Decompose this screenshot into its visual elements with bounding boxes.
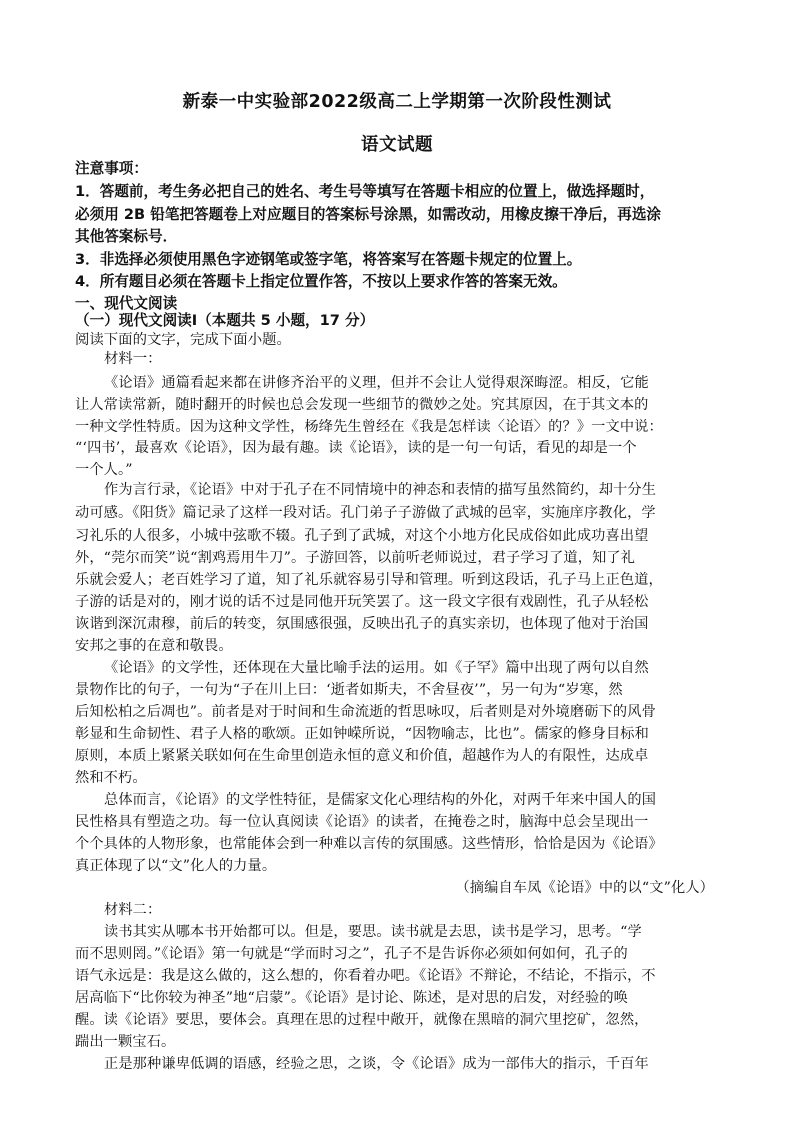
notice-line: 3．非选择必须使用黑色字迹钢笔或签字笔，将答案写在答题卡规定的位置上。 bbox=[75, 251, 582, 268]
material1-line: 习礼乐的人很多，小城中弦歌不辍。孔子到了武城，对这个小地方化民成俗如此成功喜出望 bbox=[75, 528, 649, 544]
material1-line: 乐就会爱人；老百姓学习了道，知了礼乐就容易引导和管理。听到这段话，孔子马上正色道， bbox=[75, 572, 663, 588]
notice-line: 必须用 2B 铅笔把答题卷上对应题目的答案标号涂黑，如需改动，用橡皮擦干净后，再选涂 bbox=[75, 206, 662, 223]
exam-subtitle: 语文试题 bbox=[361, 135, 433, 155]
notice-heading: 注意事项： bbox=[75, 160, 148, 177]
material1-line: 彰显和生命韧性、君子人格的歌颂。正如钟嵘所说，“因物喻志，比也”。儒家的修身目标和 bbox=[75, 726, 649, 742]
material2-line: 醒。读《论语》要思，要体会。真理在思的过程中敞开，就像在黑暗的洞穴里挖矿，忽然， bbox=[75, 1012, 649, 1028]
material2-line: 正是那种谦卑低调的语感，经验之思，之谈，令《论语》成为一部伟大的指示，千百年 bbox=[104, 1056, 649, 1072]
material1-label: 材料一： bbox=[104, 351, 162, 367]
material1-line: 民性格具有塑造之功。每一位认真阅读《论语》的读者，在掩卷之时，脑海中总会呈现出一 bbox=[75, 814, 649, 830]
material1-line: 真正体现了以“文”化人的力量。 bbox=[75, 858, 277, 874]
material1-source: （摘编自车凤《论语》中的以“文”化人） bbox=[455, 880, 714, 896]
material1-line: 一种文学性特质。因为这种文学性，杨绛先生曾经在《我是怎样读〈论语〉的？》一文中说： bbox=[75, 419, 663, 435]
material1-line: 然和不朽。 bbox=[75, 770, 147, 786]
section-heading: 一、现代文阅读 bbox=[75, 295, 178, 312]
material1-line: 外，“莞尔而笑”说“割鸡焉用牛刀”。子游回答，以前听老师说过，君子学习了道，知了礼 bbox=[75, 550, 636, 566]
material1-line: 作为言行录，《论语》中对于孔子在不同情境中的神态和表情的描写虽然简约，却十分生 bbox=[104, 482, 657, 498]
material1-line: 《论语》通篇看起来都在讲修齐治平的义理，但并不会让人觉得艰深晦涩。相反，它能 bbox=[104, 375, 649, 391]
notice-line: 其他答案标号． bbox=[75, 228, 178, 245]
material2-label: 材料二： bbox=[104, 902, 162, 918]
notice-line: 1．答题前，考生务必把自己的姓名、考生号等填写在答题卡相应的位置上，做选择题时， bbox=[75, 183, 655, 200]
material1-line: 一个人。” bbox=[75, 462, 133, 478]
material1-line: 总体而言，《论语》的文学性特征，是儒家文化心理结构的外化，对两千年来中国人的国 bbox=[104, 792, 657, 808]
material2-line: 踹出一颗宝石。 bbox=[75, 1034, 176, 1050]
reading-instruction: 阅读下面的文字，完成下面小题。 bbox=[75, 332, 291, 348]
material2-line: 居高临下“比你较为神圣”地“启蒙”。《论语》是讨论、陈述，是对思的启发，对经验的唤 bbox=[75, 990, 629, 1006]
material1-line: “‘四书’，最喜欢《论语》，因为最有趣。读《论语》，读的是一句一句话，看见的却是一个 bbox=[75, 440, 637, 456]
section-subheading: （一）现代文阅读Ⅰ（本题共 5 小题，17 分） bbox=[75, 312, 375, 329]
material2-line: 语气永远是：我是这么做的，这么想的，你看着办吧。《论语》不辩论，不结论，不指示，不 bbox=[75, 968, 656, 984]
material1-line: 个个具体的人物形象，也常能体会到一种难以言传的氛围感。这些情形，恰恰是因为《论语》 bbox=[75, 836, 663, 852]
material1-line: 安邦之事的在意和敬畏。 bbox=[75, 638, 233, 654]
material1-line: 景物作比的句子，一句为“子在川上曰：‘逝者如斯夫，不舍昼夜’”，另一句为“岁寒，然 bbox=[75, 682, 623, 698]
material1-line: 动可感。《阳货》篇记录了这样一段对话。孔门弟子子游做了武城的邑宰，实施庠序教化，学 bbox=[75, 505, 656, 521]
material1-line: 后知松柏之后凋也”。前者是对于时间和生命流逝的哲思咏叹，后者则是对外境磨砺下的风骨 bbox=[75, 704, 656, 720]
material1-line: 让人常读常新，随时翻开的时候也总会发现一些细节的微妙之处。究其原因，在于其文本的 bbox=[75, 397, 649, 413]
material2-line: 而不思则罔。”《论语》第一句就是“学而时习之”，孔子不是告诉你必须如何如何，孔子的 bbox=[75, 946, 628, 962]
material1-line: 诙谐到深沉肃穆，前后的转变，氛围感很强，反映出孔子的真实亲切，也体现了他对于治国 bbox=[75, 616, 649, 632]
material1-line: 原则，本质上紧紧关联如何在生命里创造永恒的意义和价值，超越作为人的有限性，达成卓 bbox=[75, 748, 649, 764]
exam-title: 新泰一中实验部2022级高二上学期第一次阶段性测试 bbox=[182, 92, 612, 112]
material1-line: 子游的话是对的，刚才说的话不过是同他开玩笑罢了。这一段文字很有戏剧性，孔子从轻松 bbox=[75, 594, 649, 610]
material1-line: 《论语》的文学性，还体现在大量比喻手法的运用。如《子罕》篇中出现了两句以自然 bbox=[104, 660, 649, 676]
notice-line: 4．所有题目必须在答题卡上指定位置作答，不按以上要求作答的答案无效。 bbox=[75, 273, 567, 290]
material2-line: 读书其实从哪本书开始都可以。但是，要思。读书就是去思，读书是学习，思考。“学 bbox=[104, 924, 642, 940]
